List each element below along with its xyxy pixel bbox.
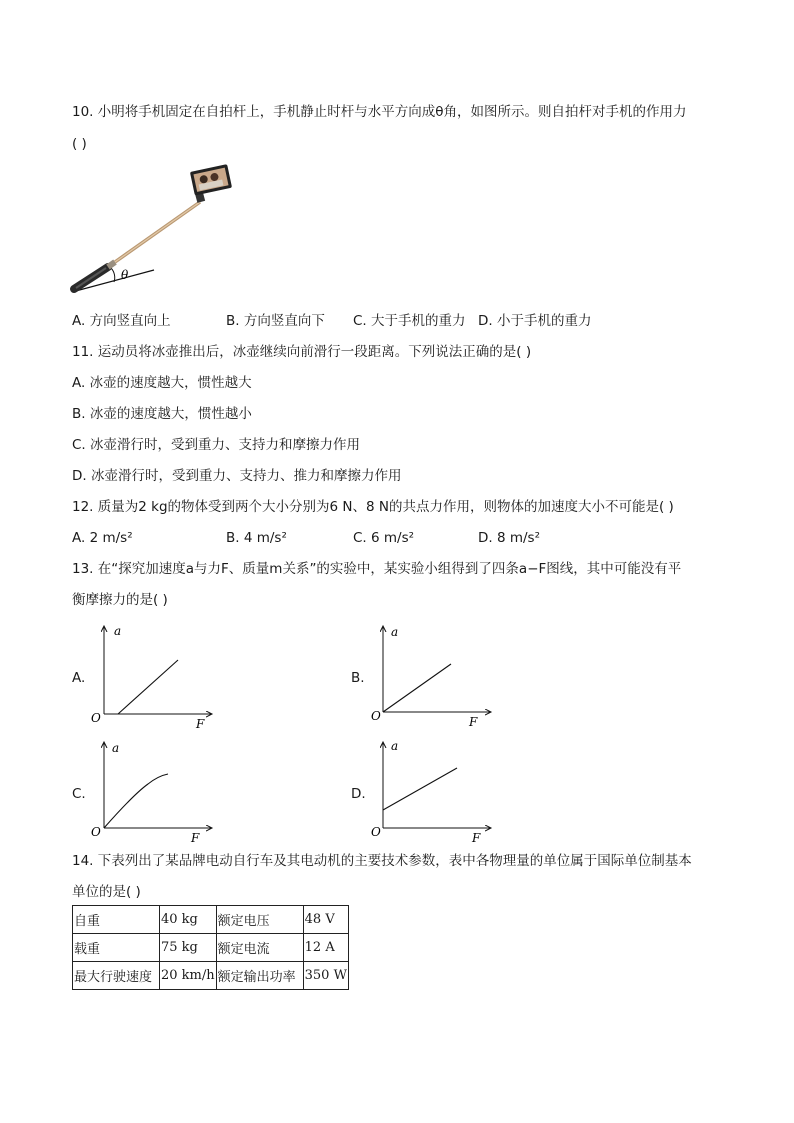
table-cell: 额定电压: [216, 906, 303, 934]
table-cell: 额定输出功率: [216, 962, 303, 990]
graph-d-y-axis-label: a: [391, 739, 399, 753]
table-cell: 75 kg: [160, 934, 217, 962]
graph-b-x-axis-label: F: [469, 715, 478, 729]
q12-option-c: C. 6 m/s²: [353, 530, 415, 546]
q12-option-d: D. 8 m/s²: [478, 530, 541, 546]
graph-a-x-axis-label: F: [196, 717, 205, 731]
graph-c-origin-label: O: [91, 825, 101, 839]
graph-d: [367, 738, 497, 848]
table-cell: 48 V: [303, 906, 348, 934]
table-cell: 最大行驶速度: [73, 962, 160, 990]
graph-c-y-axis-label: a: [112, 741, 120, 755]
q10-option-c: C. 大于手机的重力: [353, 313, 466, 329]
graph-c-x-axis-label: F: [191, 831, 200, 845]
graph-b-y-axis-label: a: [391, 625, 399, 639]
graph-b: [367, 622, 497, 732]
q12-option-b: B. 4 m/s²: [226, 530, 287, 546]
q11-option-d: D. 冰壶滑行时，受到重力、支持力、推力和摩擦力作用: [72, 468, 402, 484]
q14-stem-line2: 单位的是( ): [72, 884, 141, 900]
q10-option-a: A. 方向竖直向上: [72, 313, 171, 329]
table-cell: 自重: [73, 906, 160, 934]
spec-table: [72, 905, 349, 990]
selfie-stick-figure: [68, 162, 248, 297]
graph-c: [88, 738, 218, 848]
graph-c-label: C.: [72, 786, 86, 802]
q10-option-d: D. 小于手机的重力: [478, 313, 592, 329]
table-row: [73, 906, 349, 934]
table-cell: 350 W: [303, 962, 348, 990]
graph-d-origin-label: O: [371, 825, 381, 839]
graph-d-label: D.: [351, 786, 366, 802]
graph-b-origin-label: O: [371, 709, 381, 723]
table-row: [73, 934, 349, 962]
q12-option-a: A. 2 m/s²: [72, 530, 133, 546]
q11-option-c: C. 冰壶滑行时，受到重力、支持力和摩擦力作用: [72, 437, 361, 453]
theta-label: θ: [121, 268, 129, 282]
graph-d-x-axis-label: F: [472, 831, 481, 845]
table-cell: 载重: [73, 934, 160, 962]
graph-a-y-axis-label: a: [114, 624, 122, 638]
table-cell: 额定电流: [216, 934, 303, 962]
q12-stem: 12. 质量为2 kg的物体受到两个大小分别为6 N、8 N的共点力作用，则物体的加速度大小不可能是( ): [72, 499, 674, 515]
table-row: [73, 962, 349, 990]
q11-option-a: A. 冰壶的速度越大，惯性越大: [72, 375, 252, 391]
q11-stem: 11. 运动员将冰壶推出后，冰壶继续向前滑行一段距离。下列说法正确的是( ): [72, 344, 532, 360]
table-cell: 12 A: [303, 934, 348, 962]
q11-option-b: B. 冰壶的速度越大，惯性越小: [72, 406, 252, 422]
q13-stem-line1: 13. 在“探究加速度a与力F、质量m关系”的实验中，某实验小组得到了四条a−F图线，其中可能没有平: [72, 561, 682, 577]
graph-a-label: A.: [72, 670, 86, 686]
q10-stem: 10. 小明将手机固定在自拍杆上，手机静止时杆与水平方向成θ角，如图所示。则自拍杆对手机的作用力: [72, 104, 687, 120]
q10-option-b: B. 方向竖直向下: [226, 313, 325, 329]
table-cell: 40 kg: [160, 906, 217, 934]
graph-a: [88, 622, 218, 732]
q10-paren: ( ): [72, 136, 87, 152]
graph-a-origin-label: O: [91, 711, 101, 725]
q14-stem-line1: 14. 下表列出了某品牌电动自行车及其电动机的主要技术参数，表中各物理量的单位属于国际单位制基本: [72, 853, 692, 869]
graph-b-label: B.: [351, 670, 365, 686]
table-cell: 20 km/h: [160, 962, 217, 990]
q13-stem-line2: 衡摩擦力的是( ): [72, 592, 168, 608]
